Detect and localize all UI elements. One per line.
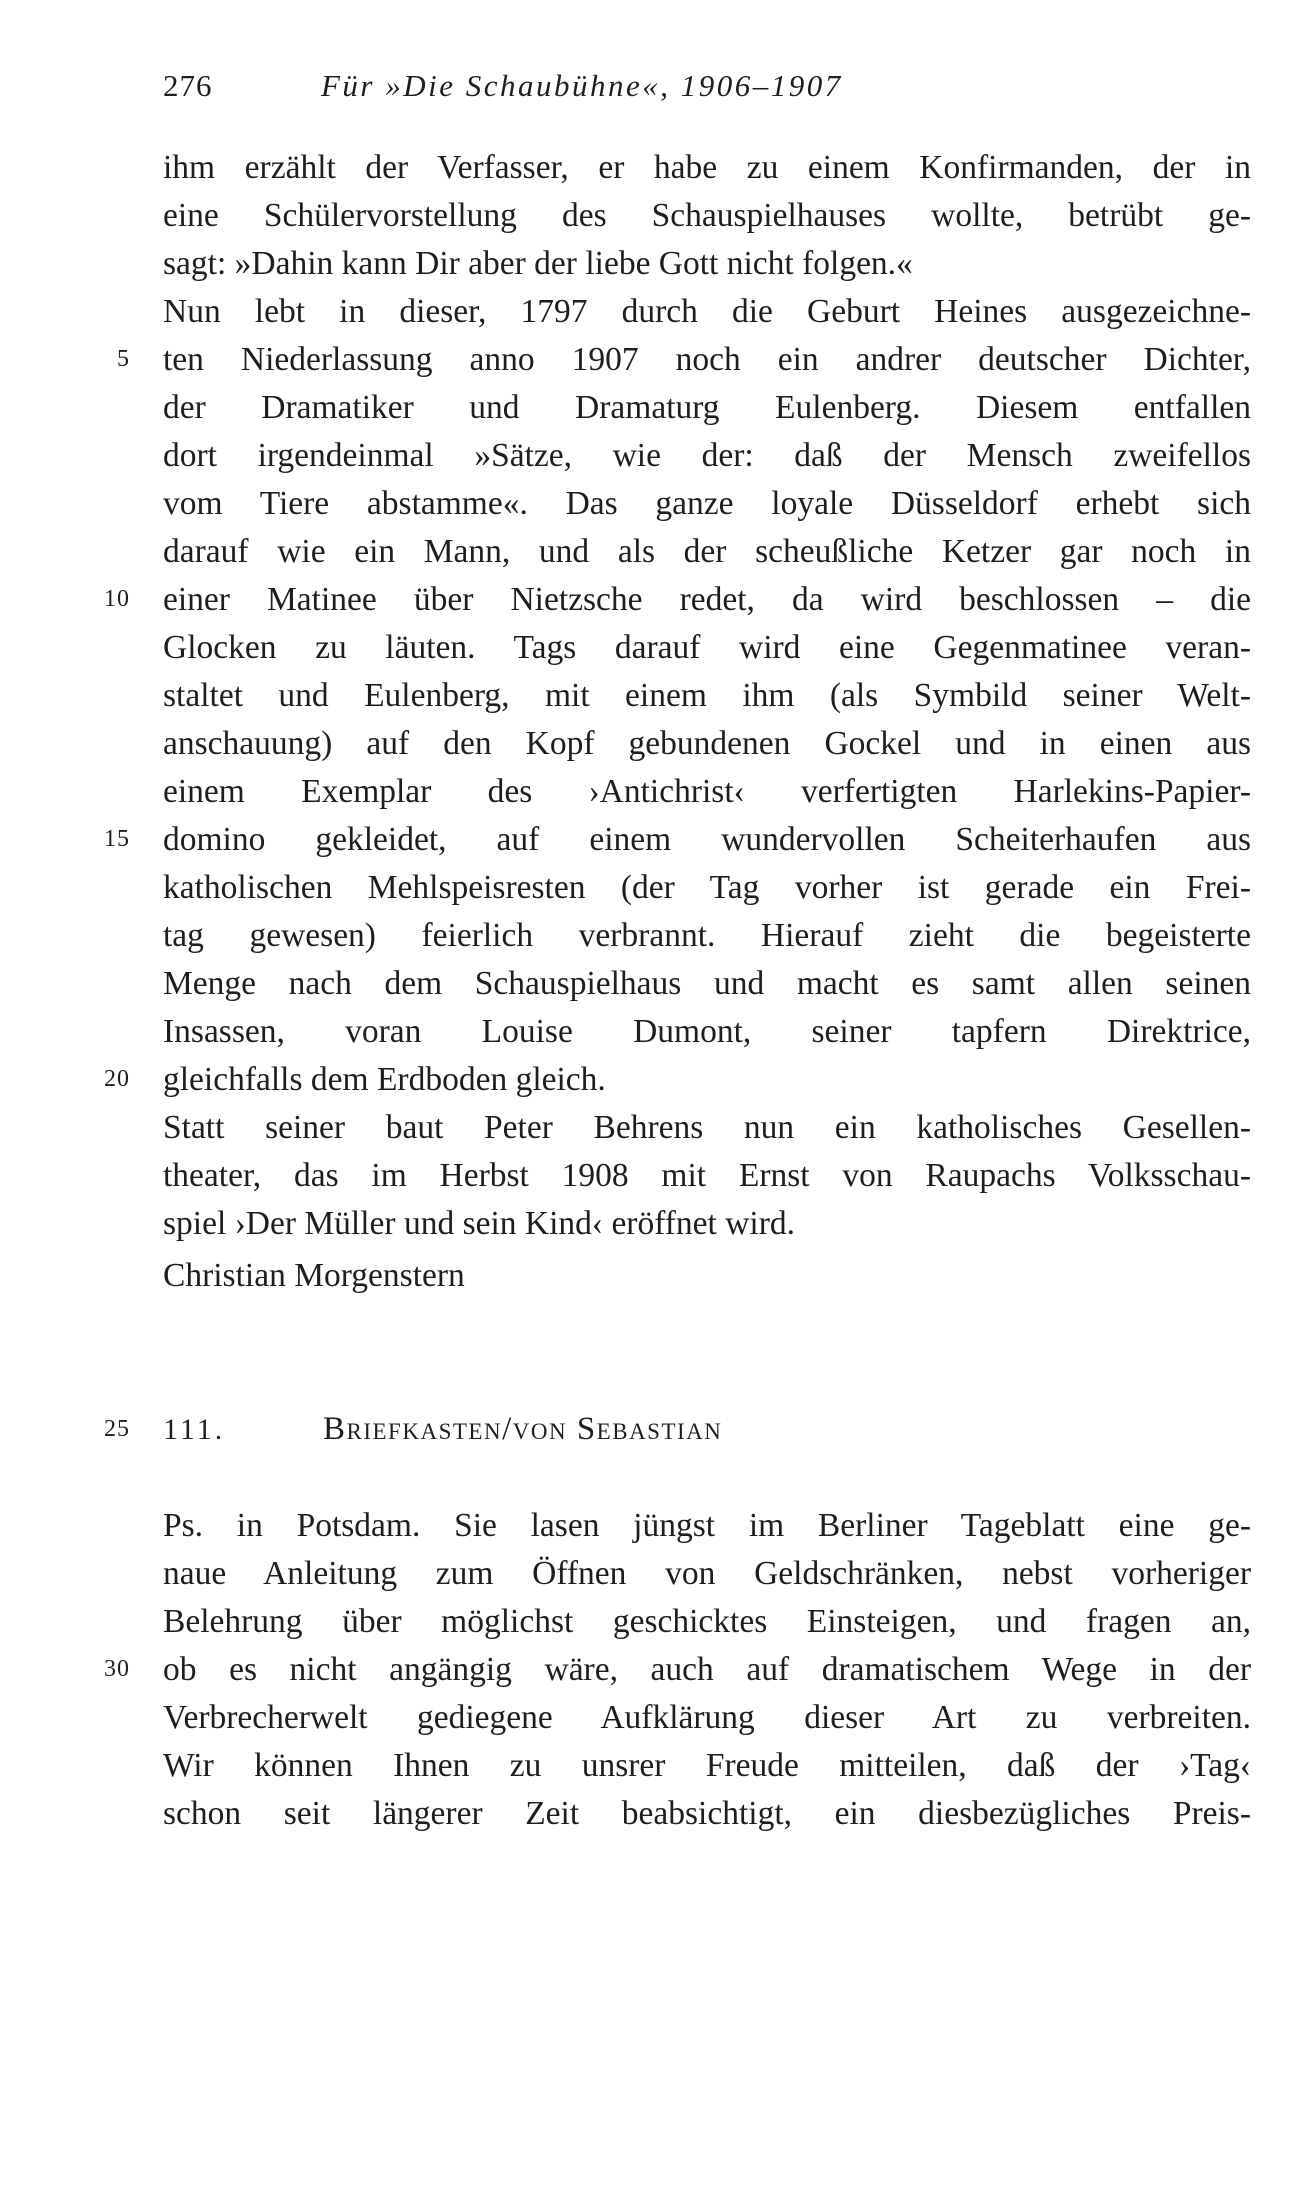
text-line: vom Tiere abstamme«. Das ganze loyale Düsseldorf erhebt sich	[163, 485, 1251, 522]
author-signature: Christian Morgenstern	[163, 1257, 465, 1294]
section-heading	[163, 1406, 722, 1453]
running-title: Für »Die Schaubühne«, 1906–1907	[321, 68, 843, 103]
text-line: Statt seiner baut Peter Behrens nun ein katholisches Gesellen-	[163, 1109, 1251, 1146]
text-line: Menge nach dem Schauspielhaus und macht es samt allen seinen	[163, 965, 1251, 1002]
text-line: katholischen Mehlspeisresten (der Tag vorher ist gerade ein Frei-	[163, 869, 1251, 906]
text-line: ihm erzählt der Verfasser, er habe zu einem Konfirmanden, der in	[163, 149, 1251, 186]
text-line: ten Niederlassung anno 1907 noch ein andrer deutscher Dichter,	[163, 341, 1251, 378]
text-line: domino gekleidet, auf einem wundervollen Scheiterhaufen aus	[163, 821, 1251, 858]
page-number: 276	[163, 68, 213, 103]
text-line: Ps. in Potsdam. Sie lasen jüngst im Berliner Tageblatt eine ge-	[163, 1507, 1251, 1544]
text-line: der Dramatiker und Dramaturg Eulenberg. Diesem entfallen	[163, 389, 1251, 426]
line-number: 15	[104, 826, 130, 852]
text-line: tag gewesen) feierlich verbrannt. Hierauf zieht die begeisterte	[163, 917, 1251, 954]
text-line: eine Schülervorstellung des Schauspielhauses wollte, betrübt ge-	[163, 197, 1251, 234]
line-number: 10	[104, 586, 130, 612]
text-line: darauf wie ein Mann, und als der scheußliche Ketzer gar noch in	[163, 533, 1251, 570]
text-line: einem Exemplar des ›Antichrist‹ verfertigten Harlekins-Papier-	[163, 773, 1251, 810]
text-line: gleichfalls dem Erdboden gleich.	[163, 1061, 606, 1098]
running-head	[163, 64, 843, 108]
text-line: einer Matinee über Nietzsche redet, da wird beschlossen – die	[163, 581, 1251, 618]
text-line: spiel ›Der Müller und sein Kind‹ eröffnet wird.	[163, 1205, 796, 1242]
text-line: dort irgendeinmal »Sätze, wie der: daß der Mensch zweifellos	[163, 437, 1251, 474]
text-line: naue Anleitung zum Öffnen von Geldschränken, nebst vorheriger	[163, 1555, 1251, 1592]
line-number: 20	[104, 1066, 130, 1092]
section-title: Briefkasten/von Sebastian	[323, 1411, 723, 1447]
text-line: Insassen, voran Louise Dumont, seiner tapfern Direktrice,	[163, 1013, 1251, 1050]
text-line: staltet und Eulenberg, mit einem ihm (als Symbild seiner Welt-	[163, 677, 1251, 714]
section-number: 111.	[163, 1413, 226, 1446]
line-number: 25	[104, 1416, 130, 1442]
line-number: 30	[104, 1656, 130, 1682]
text-line: Belehrung über möglichst geschicktes Einsteigen, und fragen an,	[163, 1603, 1251, 1640]
text-line: sagt: »Dahin kann Dir aber der liebe Gott nicht folgen.«	[163, 245, 913, 282]
line-number: 5	[117, 346, 130, 372]
text-line: Glocken zu läuten. Tags darauf wird eine Gegenmatinee veran-	[163, 629, 1251, 666]
text-line: Wir können Ihnen zu unsrer Freude mitteilen, daß der ›Tag‹	[163, 1747, 1251, 1784]
text-line: schon seit längerer Zeit beabsichtigt, ein diesbezügliches Preis-	[163, 1795, 1251, 1832]
text-line: theater, das im Herbst 1908 mit Ernst von Raupachs Volksschau-	[163, 1157, 1251, 1194]
text-line: Nun lebt in dieser, 1797 durch die Geburt Heines ausgezeichne-	[163, 293, 1251, 330]
text-line: Verbrecherwelt gediegene Aufklärung dieser Art zu verbreiten.	[163, 1699, 1251, 1736]
text-line: anschauung) auf den Kopf gebundenen Gockel und in einen aus	[163, 725, 1251, 762]
text-line: ob es nicht angängig wäre, auch auf dramatischem Wege in der	[163, 1651, 1251, 1688]
